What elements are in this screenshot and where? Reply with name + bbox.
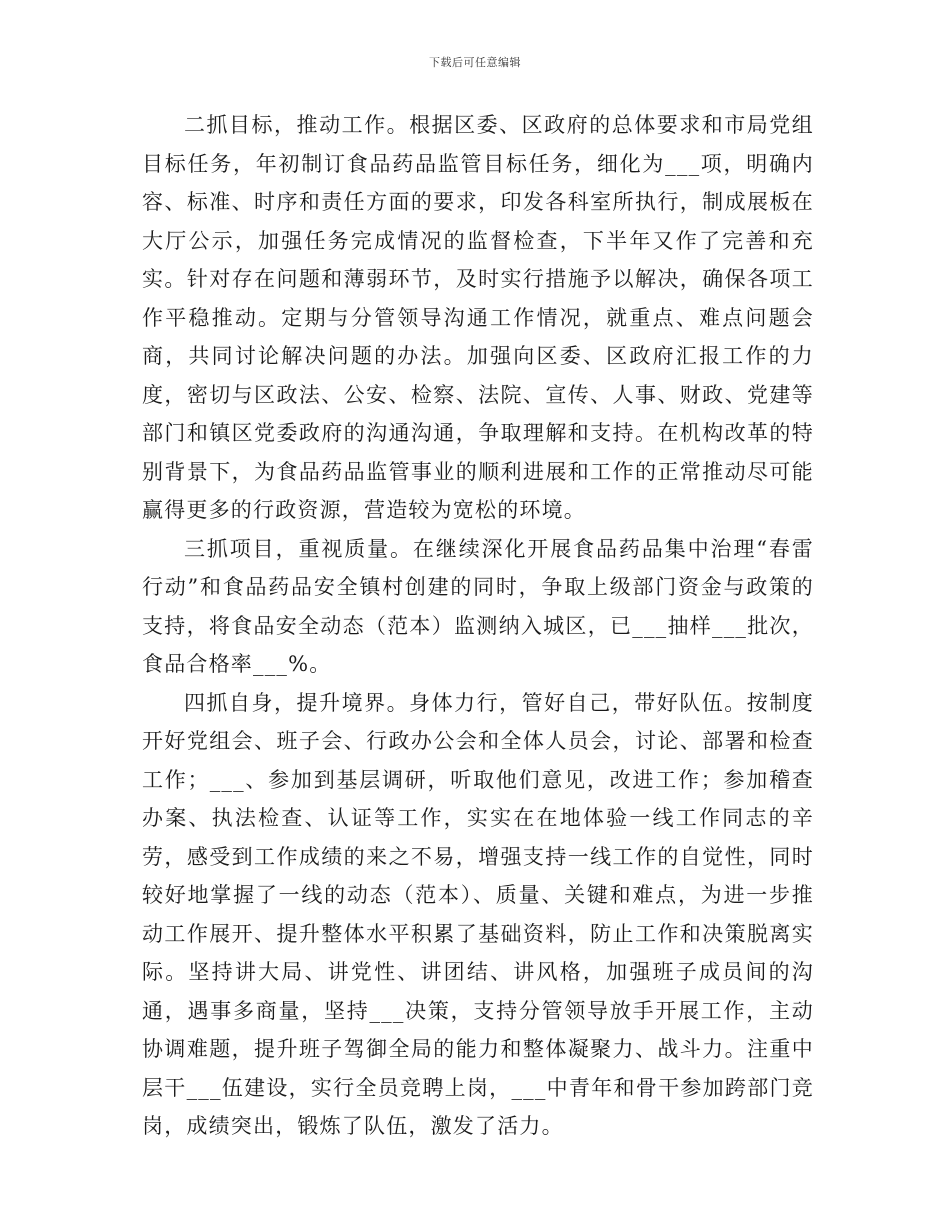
paragraph-goals: 二抓目标，推动工作。根据区委、区政府的总体要求和市局党组目标任务，年初制订食品药品监管目标任务，细化为___项，明确内容、标准、时序和责任方面的要求，印发各科室所执行，制成展板在大厅公示，加强任务完成情况的监督检查，下半年又作了完善和充实。针对存在问题和薄弱环节，及时实行措施予以解决，确保各项工作平稳推动。定期与分管领导沟通工作情况，就重点、难点问题会商，共同讨论解决问题的办法。加强向区委、区政府汇报工作的力度，密切与区政法、公安、检察、法院、宣传、人事、财政、党建等部门和镇区党委政府的沟通沟通，争取理解和支持。在机构改革的特别背景下，为食品药品监管事业的顺利进展和工作的正常推动尽可能赢得更多的行政资源，营造较为宽松的环境。	[142, 113, 814, 522]
paragraph-projects: 三抓项目，重视质量。在继续深化开展食品药品集中治理“春雷行动”和食品药品安全镇村创建的同时，争取上级部门资金与政策的支持，将食品安全动态（范本）监测纳入城区，已___抽样___批次，食品合格率___%。	[142, 536, 814, 676]
document-body	[142, 106, 814, 1146]
paragraph-self: 四抓自身，提升境界。身体力行，管好自己，带好队伍。按制度开好党组会、班子会、行政办公会和全体人员会，讨论、部署和检查工作；___、参加到基层调研，听取他们意见，改进工作；参加稽查办案、执法检查、认证等工作，实实在在地体验一线工作同志的辛劳，感受到工作成绩的来之不易，增强支持一线工作的自觉性，同时较好地掌握了一线的动态（范本）、质量、关键和难点，为进一步推动工作展开、提升整体水平积累了基础资料，防止工作和决策脱离实际。坚持讲大局、讲党性、讲团结、讲风格，加强班子成员间的沟通，遇事多商量，坚持___决策，支持分管领导放手开展工作，主动协调难题，提升班子驾御全局的能力和整体凝聚力、战斗力。注重中层干___伍建设，实行全员竞聘上岗，___中青年和骨干参加跨部门竞岗，成绩突出，锻炼了队伍，激发了活力。	[142, 690, 814, 1138]
page-header: 下载后可任意编辑	[429, 56, 521, 69]
